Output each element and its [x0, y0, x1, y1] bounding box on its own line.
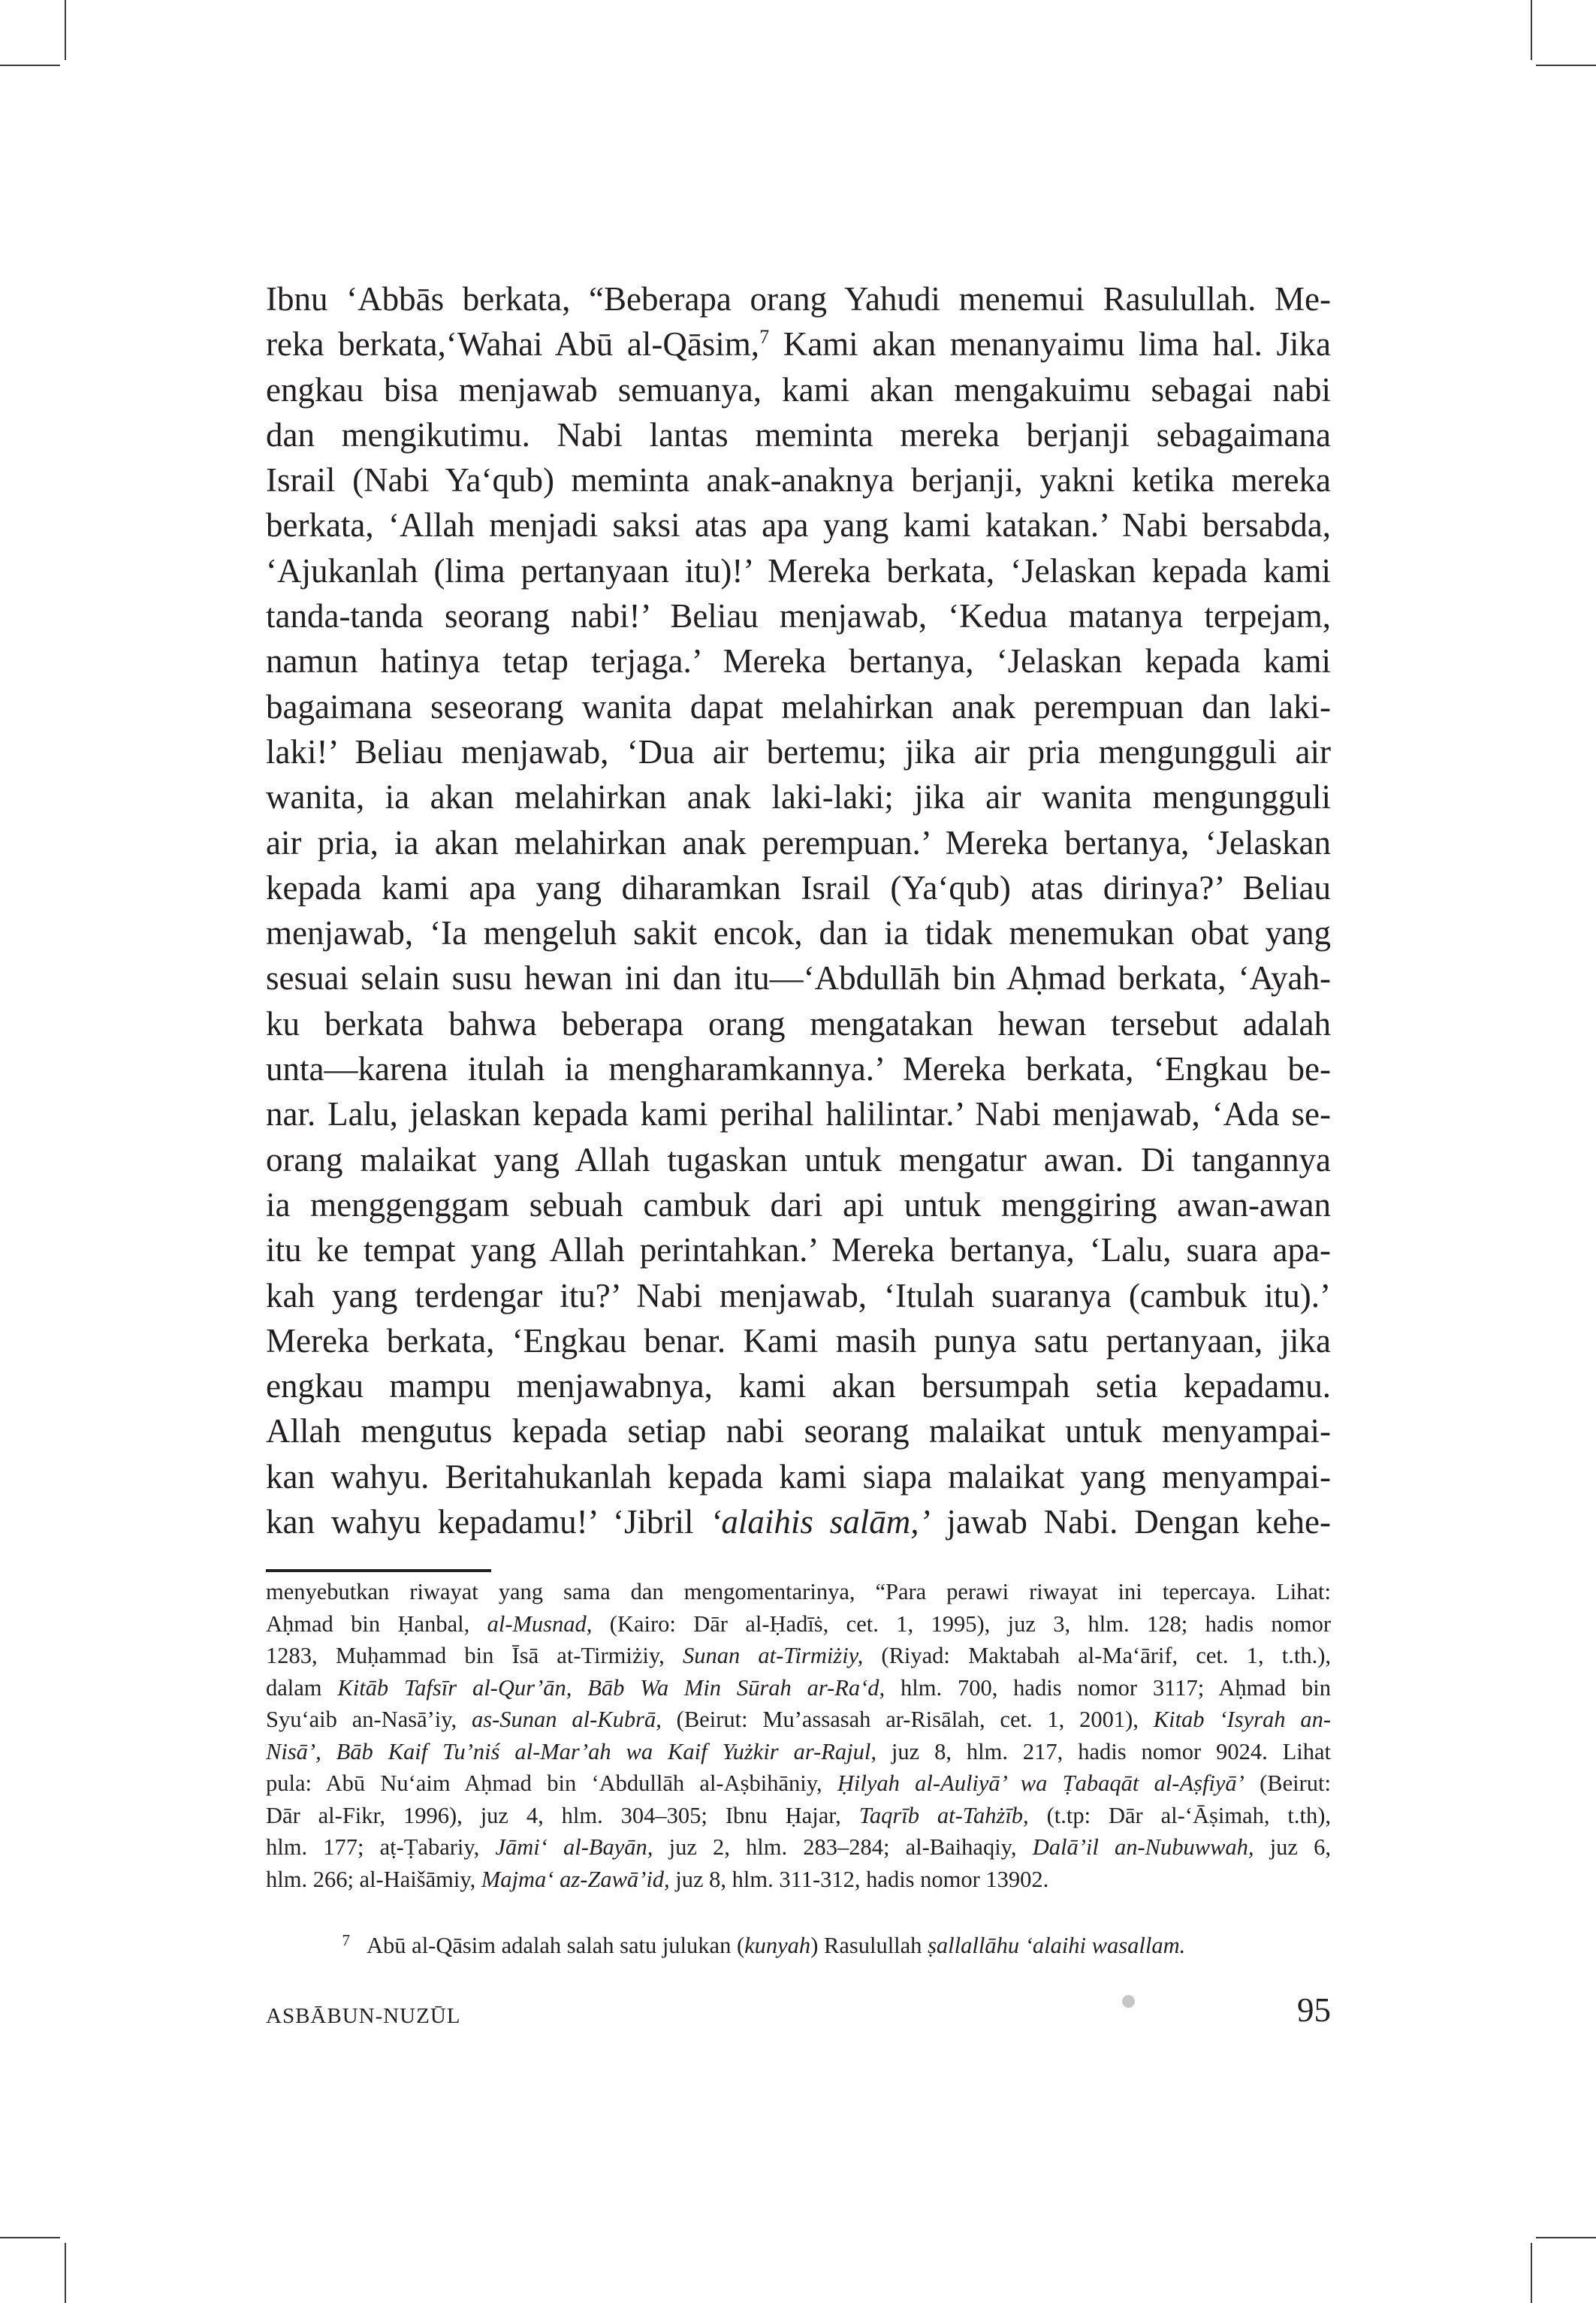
crop-mark [65, 2243, 66, 2303]
footnote-line: Syu‘aib an-Nasā’iy, as-Sunan al-Kubrā, (Beirut: Mu’assasah ar-Risālah, cet. 1, 2001), Kitab ‘Isyrah an- [266, 1707, 1331, 1732]
footnote-text: Abū al-Qāsim adalah salah satu julukan ( [367, 1933, 745, 1958]
body-line: orang malaikat yang Allah tugaskan untuk mengatur awan. Di tangannya [266, 1140, 1331, 1179]
footnote-line: Nisā’, Bāb Kaif Tu’niś al-Mar’ah wa Kaif Yużkir ar-Rajul, juz 8, hlm. 217, hadis nomor 9024. Lihat [266, 1738, 1331, 1764]
body-line: engkau bisa menjawab semuanya, kami akan mengakuimu sebagai nabi [266, 370, 1331, 409]
crop-mark [0, 65, 60, 66]
body-line: engkau mampu menjawabnya, kami akan bersumpah setia kepadamu. [266, 1367, 1331, 1405]
body-line: menjawab, ‘Ia mengeluh sakit encok, dan ia tidak menemukan obat yang [266, 914, 1331, 952]
body-line: Ibnu ‘Abbās berkata, “Beberapa orang Yahudi menemui Rasulullah. Me- [266, 280, 1331, 318]
footnote-number: 7 [342, 1931, 350, 1949]
crop-mark [65, 0, 66, 60]
footnote-line: Dār al-Fikr, 1996), juz 4, hlm. 304–305; Ibnu Ḥajar, Taqrīb at-Tahżīb, (t.tp: Dār al-‘Āṣimah, t.th), [266, 1802, 1331, 1828]
body-line: laki!’ Beliau menjawab, ‘Dua air bertemu; jika air pria mengungguli air [266, 732, 1331, 771]
body-line: air pria, ia akan melahirkan anak perempuan.’ Mereka bertanya, ‘Jelaskan [266, 823, 1331, 862]
footnote-line: menyebutkan riwayat yang sama dan mengomentarinya, “Para perawi riwayat ini tepercaya. Lihat: [266, 1579, 1331, 1604]
page-number: 95 [1297, 1991, 1331, 2029]
footnote-italic: kunyah [744, 1933, 811, 1958]
footnote-line: hlm. 266; al-Haišāmiy, Majma‘ az-Zawā’id, juz 8, hlm. 311-312, hadis nomor 13902. [266, 1866, 1049, 1892]
body-line: Israil (Nabi Ya‘qub) meminta anak-anaknya berjanji, yakni ketika mereka [266, 461, 1331, 500]
body-line: kan wahyu kepadamu!’ ‘Jibril ‘alaihis salām,’ jawab Nabi. Dengan kehe- [266, 1503, 1331, 1541]
body-line: sesuai selain susu hewan ini dan itu—‘Abdullāh bin Aḥmad berkata, ‘Ayah- [266, 959, 1331, 998]
body-line: kah yang terdengar itu?’ Nabi menjawab, ‘Itulah suaranya (cambuk itu).’ [266, 1276, 1331, 1314]
body-line: kepada kami apa yang diharamkan Israil (Ya‘qub) atas dirinya?’ Beliau [266, 868, 1331, 907]
footnote-line: pula: Abū Nu‘aim Aḥmad bin ‘Abdullāh al-Aṣbihāniy, Ḥilyah al-Auliyā’ wa Ṭabaqāt al-Aṣfiyā’ (Beirut: [266, 1770, 1331, 1796]
footnotes-continued [266, 1576, 1331, 1895]
body-line: wanita, ia akan melahirkan anak laki-laki; jika air wanita mengungguli [266, 778, 1331, 816]
body-line: berkata, ‘Allah menjadi saksi atas apa yang kami katakan.’ Nabi bersabda, [266, 506, 1331, 545]
footer-dot [1122, 1995, 1135, 2008]
body-line: bagaimana seseorang wanita dapat melahirkan anak perempuan dan laki- [266, 687, 1331, 726]
footnote-line: hlm. 177; aṭ-Ṭabariy, Jāmi‘ al-Bayān, juz 2, hlm. 283–284; al-Baihaqiy, Dalā’il an-Nubuwwah, juz 6, [266, 1834, 1331, 1860]
crop-mark [1531, 0, 1532, 60]
running-title: ASBĀBUN-NUZŪL [266, 2004, 461, 2028]
body-text [266, 276, 1331, 1544]
footnote-separator [266, 1569, 491, 1572]
footnote-text: ) Rasulullah [810, 1933, 928, 1958]
body-line: Allah mengutus kepada setiap nabi seorang malaikat untuk menyampai- [266, 1412, 1331, 1450]
crop-mark [1536, 65, 1596, 66]
crop-mark [1536, 2237, 1596, 2238]
body-line: namun hatinya tetap terjaga.’ Mereka bertanya, ‘Jelaskan kepada kami [266, 642, 1331, 681]
body-line: Mereka berkata, ‘Engkau benar. Kami masih punya satu pertanyaan, jika [266, 1321, 1331, 1360]
crop-mark [0, 2237, 60, 2238]
body-line: tanda-tanda seorang nabi!’ Beliau menjawab, ‘Kedua matanya terpejam, [266, 597, 1331, 635]
body-line: nar. Lalu, jelaskan kepada kami perihal halilintar.’ Nabi menjawab, ‘Ada se- [266, 1095, 1331, 1133]
footnote-ref: 7 [759, 326, 770, 349]
footnote-7 [266, 1924, 1331, 1961]
footnote-italic: ṣallallāhu ‘alaihi wasallam. [928, 1933, 1186, 1958]
body-line: reka berkata,‘Wahai Abū al-Qāsim,$^7$ Kami akan menanyaimu lima hal. Jika [266, 325, 1332, 364]
body-line: unta—karena itulah ia mengharamkannya.’ Mereka berkata, ‘Engkau be- [266, 1050, 1331, 1088]
body-line: ia menggenggam sebuah cambuk dari api untuk menggiring awan-awan [266, 1185, 1331, 1224]
body-line: ‘Ajukanlah (lima pertanyaan itu)!’ Mereka berkata, ‘Jelaskan kepada kami [266, 551, 1331, 590]
footnote-line: dalam Kitāb Tafsīr al-Qur’ān, Bāb Wa Min Sūrah ar-Ra‘d, hlm. 700, hadis nomor 3117; Aḥmad bin [266, 1674, 1331, 1701]
crop-mark [1531, 2243, 1532, 2303]
body-line: ku berkata bahwa beberapa orang mengatakan hewan tersebut adalah [266, 1004, 1331, 1043]
footnote-line: 1283, Muḥammad bin Īsā at-Tirmiżiy, Sunan at-Tirmiżiy, (Riyad: Maktabah al-Ma‘ārif, cet. 1, t.th.), [266, 1643, 1331, 1668]
footnote-line: Aḥmad bin Ḥanbal, al-Musnad, (Kairo: Dār al-Ḥadīṡ, cet. 1, 1995), juz 3, hlm. 128; hadis nomor [266, 1610, 1331, 1637]
body-line: itu ke tempat yang Allah perintahkan.’ Mereka bertanya, ‘Lalu, suara apa- [266, 1231, 1331, 1269]
body-line: kan wahyu. Beritahukanlah kepada kami siapa malaikat yang menyampai- [266, 1457, 1331, 1496]
body-line: dan mengikutimu. Nabi lantas meminta mereka berjanji sebagaimana [266, 415, 1331, 454]
